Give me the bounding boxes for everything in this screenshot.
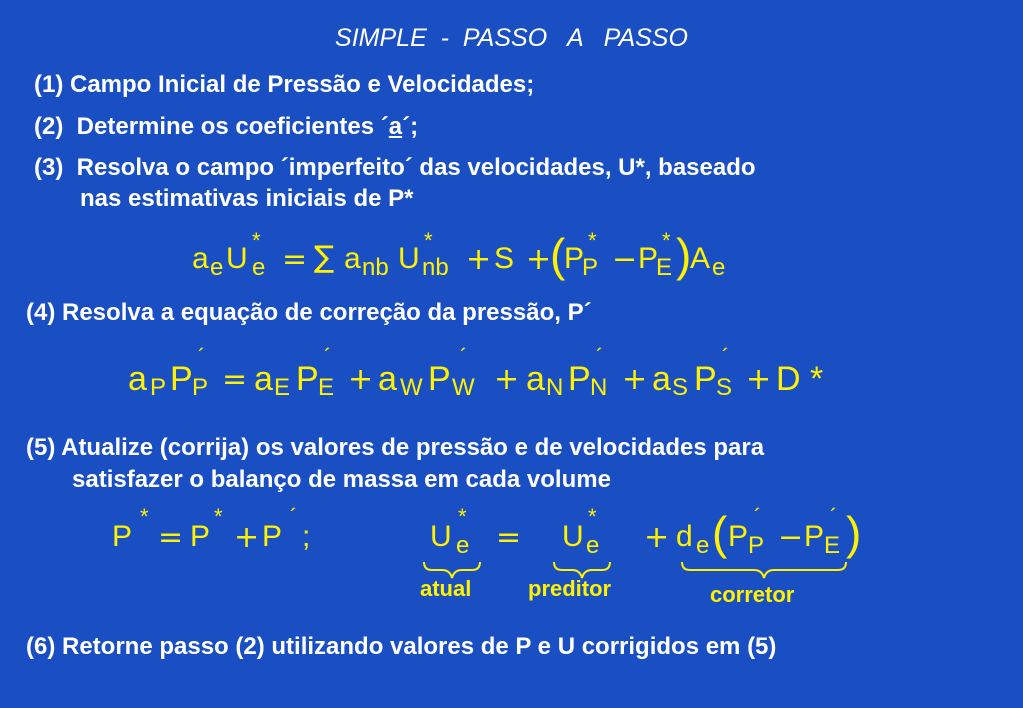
eq1-PE-sub: E bbox=[656, 254, 673, 281]
eq2-PP-sub: P bbox=[192, 374, 209, 401]
eq2-plus-4: + bbox=[746, 362, 772, 397]
slide-title: SIMPLE - PASSO A PASSO bbox=[335, 24, 688, 52]
eq2-PN: P bbox=[568, 360, 591, 398]
eq3-d: d bbox=[676, 520, 693, 553]
eq1-S: S bbox=[494, 242, 515, 275]
eq2-PE: P bbox=[296, 360, 319, 398]
eq2-PW-prime: ´ bbox=[460, 344, 468, 369]
eq2-aS-sub: S bbox=[672, 374, 689, 401]
eq1-Unb-sub: nb bbox=[422, 254, 449, 281]
eq2-plus-3: + bbox=[622, 362, 648, 397]
eq1-Unb-star: * bbox=[424, 228, 433, 253]
step-1: (1) Campo Inicial de Pressão e Velocidades; bbox=[34, 71, 535, 98]
eq1-U-star: * bbox=[252, 228, 261, 253]
eq3-equals-1: = bbox=[158, 520, 184, 555]
eq3-P: P bbox=[112, 520, 133, 553]
eq3-right-paren: ) bbox=[846, 507, 862, 559]
step-3-line-2: nas estimativas iniciais de P* bbox=[80, 185, 414, 212]
eq2-PS-prime: ´ bbox=[722, 344, 730, 369]
eq1-U: U bbox=[226, 242, 248, 275]
eq2-aP: a bbox=[128, 360, 147, 398]
eq1-equals: = bbox=[282, 242, 308, 277]
label-atual: atual bbox=[420, 576, 472, 601]
eq1-a: a bbox=[192, 242, 209, 275]
eq2-plus-2: + bbox=[494, 362, 520, 397]
eq2-plus-1: + bbox=[348, 362, 374, 397]
eq2-PP: P bbox=[170, 360, 193, 398]
eq3-plus-2: + bbox=[644, 520, 670, 555]
eq2-aP-sub: P bbox=[150, 374, 167, 401]
eq3-P3-prime: ´ bbox=[290, 504, 298, 529]
eq3-PE-sub: E bbox=[824, 532, 841, 559]
eq2-equals: = bbox=[222, 362, 248, 397]
eq1-anb-sub: nb bbox=[362, 254, 389, 281]
eq3-U2-sub: e bbox=[586, 532, 600, 559]
eq3-PP-prime: ´ bbox=[754, 504, 762, 529]
eq1-Unb: U bbox=[398, 242, 420, 275]
label-preditor: preditor bbox=[528, 576, 612, 601]
eq2-PP-prime: ´ bbox=[198, 344, 206, 369]
eq3-d-sub: e bbox=[696, 532, 710, 559]
step-2-text: (2) Determine os coeficientes ´ bbox=[34, 113, 389, 140]
eq3-equals-2: = bbox=[496, 520, 522, 555]
step-5-line-1: (5) Atualize (corrija) os valores de pressão e de velocidades para bbox=[26, 434, 765, 461]
eq2-PS-sub: S bbox=[716, 374, 733, 401]
eq3-P2: P bbox=[190, 520, 211, 553]
eq3-PE-prime: ´ bbox=[830, 504, 838, 529]
eq2-aW: a bbox=[378, 360, 397, 398]
eq3-U: U bbox=[430, 520, 452, 553]
eq1-A-sub: e bbox=[712, 254, 726, 281]
eq2-aE-sub: E bbox=[274, 374, 291, 401]
eq1-PP-star: * bbox=[588, 228, 597, 253]
eq1-plus-1: + bbox=[466, 242, 492, 277]
eq1-PP: P bbox=[564, 242, 585, 275]
eq1-sum: ∑ bbox=[314, 240, 335, 275]
label-corretor: corretor bbox=[710, 582, 795, 607]
eq2-D: D * bbox=[776, 360, 824, 398]
eq2-PW: P bbox=[428, 360, 451, 398]
eq1-A: A bbox=[690, 242, 711, 275]
step-5-line-2: satisfazer o balanço de massa em cada volume bbox=[72, 466, 611, 493]
eq3-P2-star: * bbox=[214, 504, 223, 529]
eq2-PE-sub: E bbox=[318, 374, 335, 401]
eq2-aN: a bbox=[526, 360, 545, 398]
eq1-anb: a bbox=[344, 242, 361, 275]
step-2-coef: a bbox=[388, 113, 403, 140]
eq3-semicolon: ; bbox=[302, 520, 311, 553]
eq1-U-sub: e bbox=[252, 254, 266, 281]
eq1-minus: − bbox=[612, 242, 638, 277]
eq1-right-paren: ) bbox=[676, 229, 692, 281]
eq1-left-paren: ( bbox=[550, 229, 566, 281]
step-3-line-1: (3) Resolva o campo ´imperfeito´ das velocidades, U*, baseado bbox=[34, 154, 756, 181]
eq2-aS: a bbox=[652, 360, 671, 398]
eq3-left-paren: ( bbox=[712, 507, 728, 559]
eq3-PE: P bbox=[804, 520, 825, 553]
eq3-PP: P bbox=[728, 520, 749, 553]
eq2-aE: a bbox=[254, 360, 273, 398]
step-6: (6) Retorne passo (2) utilizando valores de P e U corrigidos em (5) bbox=[26, 633, 777, 660]
eq3-U-sub: e bbox=[456, 532, 470, 559]
eq1-PP-sub: P bbox=[582, 254, 599, 281]
eq1-PE: P bbox=[638, 242, 659, 275]
brace-corretor bbox=[682, 562, 846, 578]
eq2-PS: P bbox=[694, 360, 717, 398]
eq3-U-star: * bbox=[458, 504, 467, 529]
eq2-PN-prime: ´ bbox=[596, 344, 604, 369]
eq3-P3: P bbox=[262, 520, 283, 553]
eq3-PP-sub: P bbox=[748, 532, 765, 559]
eq3-plus-1: + bbox=[234, 520, 260, 555]
eq3-P-star: * bbox=[140, 504, 149, 529]
eq3-minus: − bbox=[778, 520, 804, 555]
eq2-PE-prime: ´ bbox=[324, 344, 332, 369]
eq2-aN-sub: N bbox=[546, 374, 564, 401]
step-4: (4) Resolva a equação de correção da pressão, P´ bbox=[26, 299, 592, 326]
eq1-a-sub: e bbox=[210, 254, 224, 281]
eq2-PN-sub: N bbox=[590, 374, 608, 401]
eq2-PW-sub: W bbox=[452, 374, 475, 401]
eq1-plus-2: + bbox=[526, 242, 552, 277]
eq3-U2-star: * bbox=[588, 504, 597, 529]
eq3-U2: U bbox=[562, 520, 584, 553]
eq1-PE-star: * bbox=[662, 228, 671, 253]
step-2-end: ´; bbox=[402, 113, 419, 140]
eq2-aW-sub: W bbox=[400, 374, 423, 401]
